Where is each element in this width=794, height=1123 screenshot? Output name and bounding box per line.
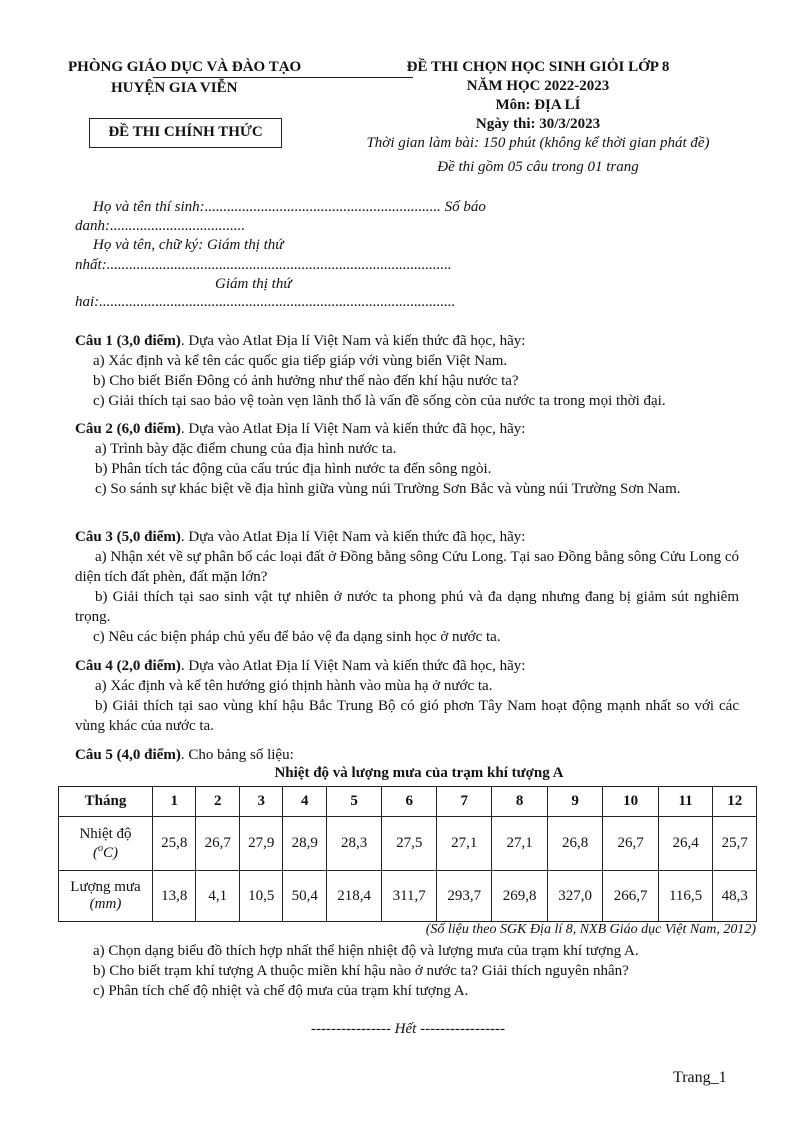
temperature-value: 27,5 <box>382 817 437 871</box>
question-2-title: Câu 2 (6,0 điểm) <box>75 421 181 437</box>
supervisor-2-line: hai:............................................................................................... <box>75 294 456 310</box>
rainfall-value: 266,7 <box>603 871 658 922</box>
temperature-row <box>59 817 757 871</box>
question-2-intro: . Dựa vào Atlat Địa lí Việt Nam và kiến thức đã học, hãy: <box>180 421 526 437</box>
month-cell: 10 <box>603 787 658 817</box>
month-cell: 7 <box>436 787 491 817</box>
question-1-intro: . Dựa vào Atlat Địa lí Việt Nam và kiến thức đã học, hãy: <box>180 333 526 349</box>
temperature-value: 27,1 <box>492 817 547 871</box>
supervisor-label: Họ và tên, chữ ký: Giám thị thứ <box>93 237 284 253</box>
temperature-unit: ($^o$C) <box>93 842 118 861</box>
question-2a: a) Trình bày đặc điểm chung của địa hình nước ta. <box>95 441 397 457</box>
month-cell: 11 <box>658 787 713 817</box>
question-3 <box>75 527 739 647</box>
temperature-label: Nhiệt độ <box>79 825 132 842</box>
question-1b: b) Cho biết Biển Đông có ảnh hưởng như thế nào đến khí hậu nước ta? <box>93 373 519 389</box>
question-2b: b) Phân tích tác động của cấu trúc địa hình nước ta đến sông ngòi. <box>95 461 492 477</box>
question-3c: c) Nêu các biện pháp chủ yếu để bảo vệ đa dạng sinh học ở nước ta. <box>93 629 501 645</box>
temperature-value: 25,7 <box>713 817 757 871</box>
rainfall-label-cell <box>59 871 153 922</box>
temperature-value: 26,7 <box>603 817 658 871</box>
district-name: HUYỆN GIA VIỄN <box>111 80 238 96</box>
question-5-parts <box>75 941 739 1001</box>
temperature-value: 28,9 <box>283 817 326 871</box>
month-cell: 8 <box>492 787 547 817</box>
rainfall-value: 269,8 <box>492 871 547 922</box>
question-4b: b) Giải thích tại sao vùng khí hậu Bắc Trung Bộ có gió phơn Tây Nam hoạt động mạnh nhất so với các vùng khác của nước ta. <box>75 698 739 734</box>
question-4-intro: . Dựa vào Atlat Địa lí Việt Nam và kiến thức đã học, hãy: <box>180 658 526 674</box>
rainfall-value: 218,4 <box>326 871 381 922</box>
rainfall-unit: (mm) <box>89 896 122 912</box>
question-5 <box>75 745 739 765</box>
question-1c: c) Giải thích tại sao bảo vệ toàn vẹn lãnh thổ là vấn đề sống còn của nước ta trong mọi thời đại. <box>93 393 666 409</box>
rainfall-value: 327,0 <box>547 871 602 922</box>
department-name: PHÒNG GIÁO DỤC VÀ ĐÀO TẠO <box>68 59 302 75</box>
temperature-value: 28,3 <box>326 817 381 871</box>
rainfall-label: Lượng mưa <box>70 879 141 895</box>
question-4-title: Câu 4 (2,0 điểm) <box>75 658 181 674</box>
subject: Môn: ĐỊA LÍ <box>495 97 581 113</box>
month-cell: 1 <box>153 787 196 817</box>
question-5-intro: . Cho bảng số liệu: <box>180 747 294 763</box>
temperature-value: 26,4 <box>658 817 713 871</box>
page-number: Trang_1 <box>673 1069 727 1086</box>
month-cell: 6 <box>382 787 437 817</box>
rainfall-value: 116,5 <box>658 871 713 922</box>
question-4a: a) Xác định và kể tên hướng gió thịnh hành vào mùa hạ ở nước ta. <box>95 678 493 694</box>
month-cell: 12 <box>713 787 757 817</box>
table-source: (Số liệu theo SGK Địa lí 8, NXB Giáo dục Việt Nam, 2012) <box>425 922 756 937</box>
rainfall-value: 10,5 <box>239 871 282 922</box>
month-header: Tháng <box>59 787 153 817</box>
question-5a: a) Chọn dạng biểu đồ thích hợp nhất thể hiện nhiệt độ và lượng mưa của trạm khí tượng A. <box>93 943 639 959</box>
weather-data-table <box>58 786 757 922</box>
official-exam-label: ĐỀ THI CHÍNH THỨC <box>108 124 263 140</box>
rainfall-value: 50,4 <box>283 871 326 922</box>
month-cell: 5 <box>326 787 381 817</box>
exam-title: ĐỀ THI CHỌN HỌC SINH GIỎI LỚP 8 <box>406 59 670 75</box>
question-1 <box>75 331 739 411</box>
question-1a: a) Xác định và kể tên các quốc gia tiếp giáp với vùng biển Việt Nam. <box>93 353 508 369</box>
rainfall-value: 4,1 <box>196 871 239 922</box>
rainfall-row <box>59 871 757 922</box>
question-3b: b) Giải thích tại sao sinh vật tự nhiên ở nước ta phong phú và đa dạng nhưng đang bị giảm sút nghiêm trọng. <box>75 589 739 625</box>
temperature-value: 25,8 <box>153 817 196 871</box>
question-1-title: Câu 1 (3,0 điểm) <box>75 333 181 349</box>
school-year: NĂM HỌC 2022-2023 <box>466 78 610 94</box>
table-header-row <box>59 787 757 817</box>
question-5-title: Câu 5 (4,0 điểm) <box>75 747 181 763</box>
exam-date: Ngày thi: 30/3/2023 <box>475 116 601 132</box>
supervisor-1-line: nhất:............................................................................................ <box>75 257 452 273</box>
rainfall-value: 48,3 <box>713 871 757 922</box>
temperature-label-cell <box>59 817 153 871</box>
table-title: Nhiệt độ và lượng mưa của trạm khí tượng A <box>274 765 564 781</box>
candidate-number-line: danh:.................................... <box>75 218 245 234</box>
question-2 <box>75 419 739 499</box>
pages-note: Đề thi gồm 05 câu trong 01 trang <box>437 159 639 175</box>
candidate-name-line: Họ và tên thí sinh:............................................................... Số báo <box>93 199 486 215</box>
temperature-value: 26,8 <box>547 817 602 871</box>
end-marker: ---------------- Hết ----------------- <box>311 1021 505 1037</box>
month-cell: 2 <box>196 787 239 817</box>
rainfall-value: 293,7 <box>436 871 491 922</box>
question-3-intro: . Dựa vào Atlat Địa lí Việt Nam và kiến thức đã học, hãy: <box>180 529 526 545</box>
month-cell: 3 <box>239 787 282 817</box>
question-5b: b) Cho biết trạm khí tượng A thuộc miền khí hậu nào ở nước ta? Giải thích nguyên nhân? <box>93 963 629 979</box>
temperature-value: 26,7 <box>196 817 239 871</box>
rainfall-value: 311,7 <box>382 871 437 922</box>
question-3a: a) Nhận xét về sự phân bố các loại đất ở Đồng bằng sông Cửu Long. Tại sao Đồng bằng sông Cửu Long có diện tích đất phèn, đất mặn lớn? <box>75 549 739 585</box>
question-3-title: Câu 3 (5,0 điểm) <box>75 529 181 545</box>
question-2c: c) So sánh sự khác biệt về địa hình giữa vùng núi Trường Sơn Bắc và vùng núi Trường Sơn Nam. <box>95 481 681 497</box>
rainfall-value: 13,8 <box>153 871 196 922</box>
month-cell: 9 <box>547 787 602 817</box>
month-cell: 4 <box>283 787 326 817</box>
temperature-value: 27,1 <box>436 817 491 871</box>
question-4 <box>75 656 739 736</box>
supervisor-2-label: Giám thị thứ <box>215 276 292 292</box>
time-note: Thời gian làm bài: 150 phút (không kể thời gian phát đề) <box>366 135 710 151</box>
temperature-value: 27,9 <box>239 817 282 871</box>
question-5c: c) Phân tích chế độ nhiệt và chế độ mưa của trạm khí tượng A. <box>93 983 469 999</box>
